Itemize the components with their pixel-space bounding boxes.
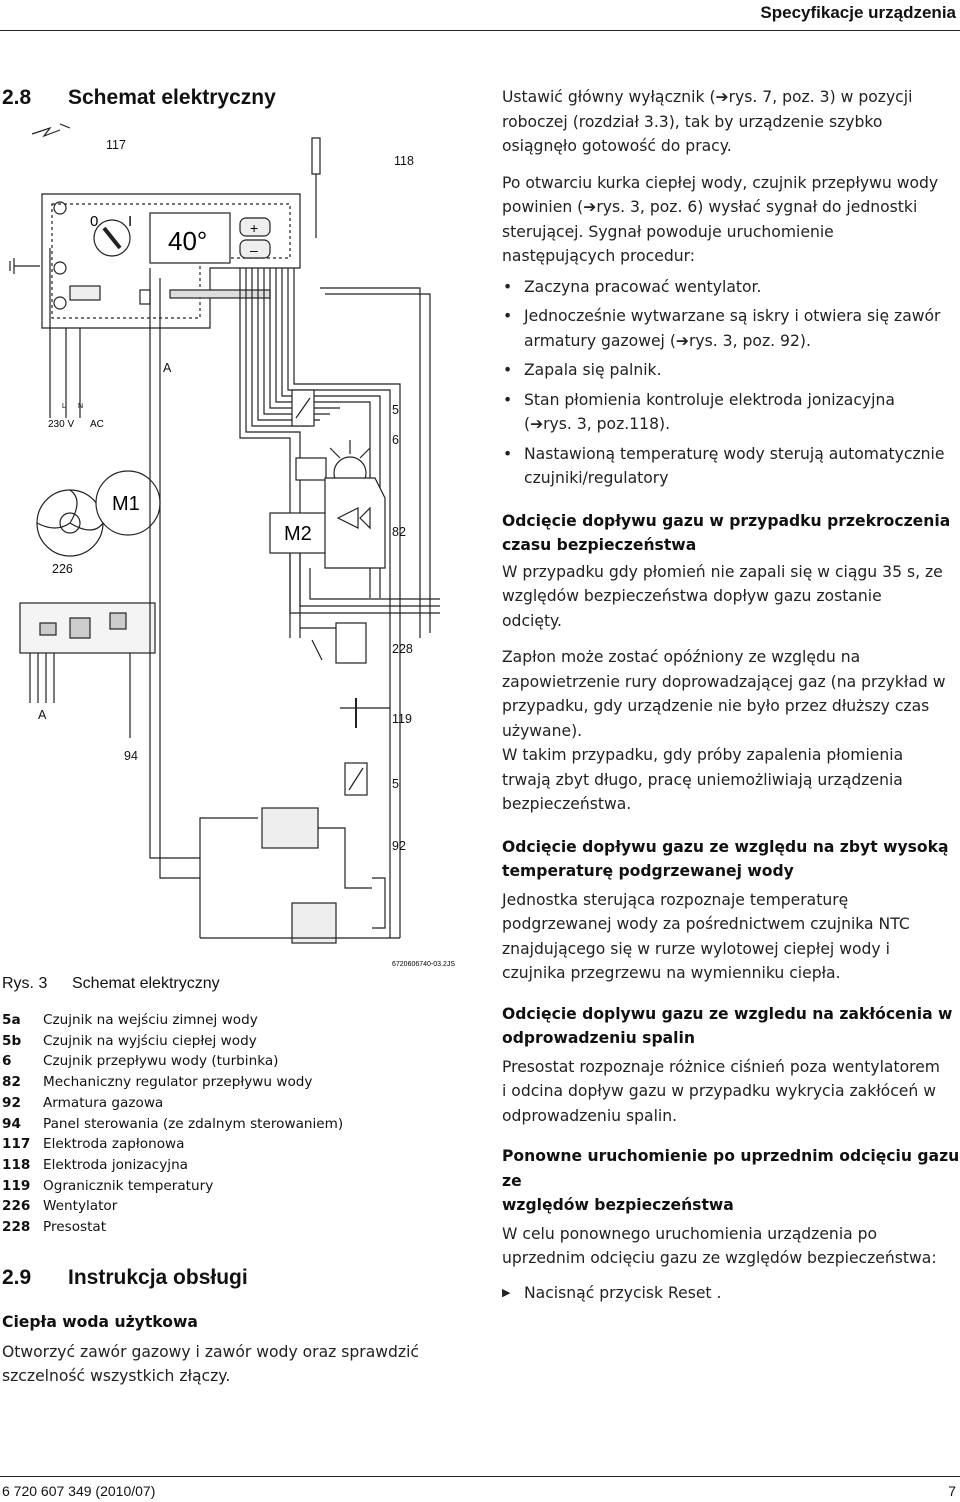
legend-text: Czujnik na wyjściu ciepłej wody [43, 1032, 257, 1049]
paragraph-main-switch-line: roboczej (rozdział 3.3), tak by urządzenie szybko [502, 112, 883, 131]
hot-water-text-2: szczelność wszystkich złączy. [2, 1367, 231, 1385]
paragraph-pressostat-line: i odcina dopływ gazu w przypadku wykrycia zakłóceń w [502, 1082, 936, 1100]
legend-number: 228 [2, 1219, 31, 1236]
section-28-number: 2.8 [2, 86, 32, 109]
procedure-item-line: • Zaczyna pracować wentylator. [524, 277, 762, 296]
legend-number: 82 [2, 1074, 21, 1091]
display-temperature: 40° [168, 226, 208, 256]
legend-text: Czujnik na wejściu zimnej wody [43, 1012, 258, 1028]
right-column [502, 85, 960, 1305]
paragraph-ignition-delay-line: zapowietrzenie rury doprowadzającej gaz (na przykład w [502, 672, 946, 691]
paragraph-pressostat [502, 1055, 960, 1129]
label-a-bottom: A [38, 708, 47, 722]
procedure-item [502, 388, 960, 437]
paragraph-pressostat-line: odprowadzeniu spalin. [502, 1106, 678, 1125]
label-82: 82 [392, 525, 406, 539]
heading-flue [502, 1002, 960, 1051]
legend-number: 5a [2, 1012, 21, 1028]
paragraph-flow-sensor-line: Po otwarciu kurka ciepłej wody, czujnik przepływu wody [502, 173, 939, 192]
running-header: Specyfikacje urządzenia [760, 3, 956, 22]
switch-on-label: I [128, 213, 133, 230]
figure-code: 6720606740-03.2JS [392, 961, 456, 968]
figure-prefix: Rys. 3 [2, 975, 48, 992]
section-28-title: Schemat elektryczny [68, 86, 276, 109]
label-226: 226 [52, 562, 73, 576]
label-5-top: 5 [392, 403, 399, 417]
wiring-diagram [0, 118, 456, 970]
heading-safety-time-line: czasu bezpieczeństwa [502, 536, 697, 554]
hot-water-heading: Ciepła woda użytkowa [2, 1313, 198, 1331]
paragraph-ignition-delay-line: Zapłon może zostać opóźniony ze względu na [502, 648, 861, 666]
procedure-item-line: czujniki/regulatory [524, 469, 669, 487]
paragraph-safety-devices [502, 743, 960, 817]
label-m1: M1 [112, 493, 140, 515]
l-label: L [62, 403, 66, 410]
paragraph-ntc [502, 888, 960, 986]
legend-row [2, 1176, 442, 1197]
heading-restart-line: Ponowne uruchomienie po uprzednim odcięciu gazu ze [502, 1147, 960, 1190]
paragraph-flow-sensor-line: sterującej. Sygnał powoduje uruchomienie [502, 222, 834, 241]
plus-label: + [250, 220, 259, 236]
legend-number: 117 [2, 1136, 31, 1153]
label-6: 6 [392, 433, 399, 447]
procedure-item-line: • Jednocześnie wytwarzane są iskry i otwiera się zawór [524, 307, 941, 325]
heading-flue-line: odprowadzeniu spalin [502, 1029, 695, 1047]
paragraph-safety-time-line: względów bezpieczeństwa dopływ gazu zostanie [502, 587, 882, 605]
reset-instruction: ▶ Nacisnąć przycisk Reset . [502, 1281, 960, 1306]
paragraph-main-switch [502, 85, 960, 159]
legend-text: Elektroda zapłonowa [43, 1136, 185, 1153]
legend-text: Mechaniczny regulator przepływu wody [43, 1074, 313, 1091]
procedure-item-line: • Nastawioną temperaturę wody sterują automatycznie [524, 444, 945, 463]
legend-text: Armatura gazowa [43, 1094, 164, 1111]
paragraph-safety-devices-line: trwają zbyt długo, pracę uniemożliwiają urządzenia [502, 770, 903, 789]
legend-number: 118 [2, 1156, 31, 1173]
paragraph-ntc-line: Jednostka sterująca rozpoznaje temperaturę [502, 890, 849, 909]
section-29-number: 2.9 [2, 1266, 32, 1289]
paragraph-flow-sensor [502, 171, 960, 269]
ac-label: AC [90, 419, 104, 430]
procedure-item [502, 358, 960, 383]
paragraph-safety-time-line: odcięty. [502, 611, 563, 630]
procedure-item-line: • Stan płomienia kontroluje elektroda jonizacyjna [524, 390, 895, 409]
procedure-item [502, 442, 960, 491]
legend-number: 92 [2, 1094, 21, 1111]
page-number: 7 [948, 1483, 956, 1499]
paragraph-ntc-line: czujnika przegrzewu na wymienniku ciepła. [502, 964, 841, 982]
paragraph-restart-line: W celu ponownego uruchomienia urządzenia po [502, 1224, 878, 1243]
figure-caption: Schemat elektryczny [72, 975, 220, 992]
procedure-item-line: • Zapala się palnik. [524, 361, 662, 379]
paragraph-restart [502, 1222, 960, 1271]
legend-text: Wentylator [43, 1198, 118, 1215]
label-94: 94 [124, 749, 138, 763]
heading-flue-line: Odcięcie doplywu gazu ze wzgledu na zakłócenia w [502, 1004, 953, 1023]
legend-row [2, 1134, 442, 1155]
legend-row [2, 1114, 442, 1135]
label-5-bottom: 5 [392, 777, 399, 791]
procedure-item [502, 304, 960, 353]
label-92: 92 [392, 839, 406, 853]
footer-doc-code: 6 720 607 349 (2010/07) [2, 1483, 156, 1499]
heading-safety-time [502, 509, 960, 558]
paragraph-ignition-delay-line: używane). [502, 721, 583, 740]
legend-number: 5b [2, 1032, 22, 1049]
paragraph-flow-sensor-line: powinien (➔rys. 3, poz. 6) wysłać sygnał do jednostki [502, 198, 918, 216]
label-117: 117 [106, 138, 126, 152]
legend-text: Ogranicznik temperatury [43, 1177, 214, 1194]
section-29-title: Instrukcja obsługi [68, 1266, 248, 1289]
procedure-item-line: (➔rys. 3, poz.118). [524, 415, 671, 433]
minus-label: – [250, 242, 258, 258]
label-m2: M2 [284, 523, 312, 545]
paragraph-restart-line: uprzednim odcięciu gazu ze względów bezpieczeństwa: [502, 1249, 937, 1267]
label-118: 118 [394, 154, 414, 168]
legend-text: Panel sterowania (ze zdalnym sterowaniem) [43, 1115, 344, 1132]
paragraph-ntc-line: znajdującego się w rurze wylotowej ciepłej wody i [502, 939, 890, 958]
heading-restart [502, 1144, 960, 1218]
header-rule [0, 30, 960, 31]
heading-safety-time-line: Odcięcie dopływu gazu w przypadku przekroczenia [502, 511, 951, 530]
legend-row [2, 1155, 442, 1176]
legend-number: 6 [2, 1053, 12, 1070]
paragraph-safety-time-line: W przypadku gdy płomień nie zapali się w ciągu 35 s, ze [502, 562, 943, 581]
heading-overheat-line: Odcięcie dopływu gazu ze względu na zbyt wysoką [502, 837, 949, 856]
paragraph-pressostat-line: Presostat rozpoznaje różnice ciśnień poza wentylatorem [502, 1057, 940, 1076]
legend-row [2, 1093, 442, 1114]
paragraph-main-switch-line: osiągnęło gotowość do pracy. [502, 137, 732, 155]
legend-row [2, 1217, 442, 1238]
spark-icon [32, 128, 60, 136]
legend-row [2, 1051, 442, 1072]
voltage-label: 230 V [48, 419, 75, 430]
legend-number: 226 [2, 1198, 31, 1215]
paragraph-ntc-line: podgrzewanej wody za pośrednictwem czujnika NTC [502, 915, 910, 933]
paragraph-safety-time [502, 560, 960, 634]
label-a-top: A [163, 361, 172, 375]
label-228: 228 [392, 642, 413, 656]
legend-text: Czujnik przepływu wody (turbinka) [43, 1053, 279, 1070]
legend-row [2, 1010, 442, 1031]
paragraph-ignition-delay [502, 645, 960, 743]
paragraph-main-switch-line: Ustawić główny wyłącznik (➔rys. 7, poz. 3) w pozycji [502, 88, 913, 106]
procedure-item-line: armatury gazowej (➔rys. 3, poz. 92). [524, 331, 811, 350]
paragraph-safety-devices-line: bezpieczeństwa. [502, 795, 632, 813]
procedure-list [502, 275, 960, 491]
switch-off-label: 0 [90, 213, 99, 230]
footer-rule [0, 1476, 960, 1477]
legend-row [2, 1196, 442, 1217]
figure-legend [2, 1010, 442, 1238]
heading-overheat-line: temperaturę podgrzewanej wody [502, 862, 794, 880]
heading-overheat [502, 835, 960, 884]
paragraph-ignition-delay-line: przypadku, gdy urządzenie nie było przez dłuższy czas [502, 697, 930, 715]
procedure-item [502, 275, 960, 300]
legend-text: Presostat [43, 1219, 107, 1236]
legend-row [2, 1072, 442, 1093]
heading-restart-line: względów bezpieczeństwa [502, 1196, 734, 1214]
legend-number: 119 [2, 1177, 31, 1194]
legend-number: 94 [2, 1115, 21, 1132]
paragraph-flow-sensor-line: następujących procedur: [502, 247, 696, 265]
label-119: 119 [392, 712, 412, 726]
legend-text: Elektroda jonizacyjna [43, 1156, 189, 1173]
paragraph-safety-devices-line: W takim przypadku, gdy próby zapalenia płomienia [502, 746, 904, 764]
n-label: N [78, 403, 84, 410]
hot-water-text-1: Otworzyć zawór gazowy i zawór wody oraz sprawdzić [2, 1343, 420, 1361]
legend-row [2, 1031, 442, 1052]
